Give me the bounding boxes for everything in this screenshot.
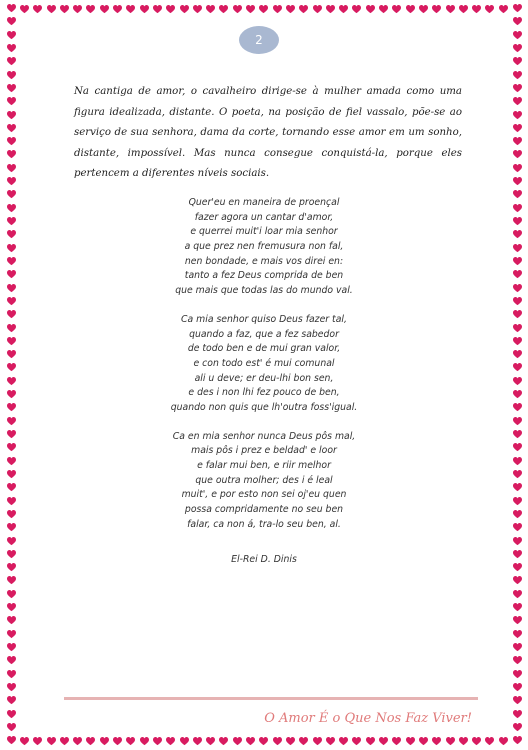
heart-icon bbox=[7, 270, 16, 279]
heart-icon bbox=[286, 5, 295, 14]
heart-icon bbox=[7, 710, 16, 719]
heart-icon bbox=[379, 737, 388, 746]
heart-icon bbox=[513, 563, 522, 572]
heart-icon bbox=[7, 443, 16, 452]
heart-icon bbox=[513, 44, 522, 53]
heart-icon bbox=[7, 244, 16, 253]
heart-icon bbox=[392, 737, 401, 746]
heart-icon bbox=[7, 4, 16, 13]
heart-icon bbox=[513, 723, 522, 732]
poem-line: e con todo est' é mui comunal bbox=[193, 357, 335, 369]
heart-icon bbox=[513, 137, 522, 146]
heart-icon bbox=[513, 217, 522, 226]
heart-icon bbox=[7, 150, 16, 159]
heart-icon bbox=[366, 737, 375, 746]
poem-stanza bbox=[130, 196, 398, 299]
heart-icon bbox=[7, 683, 16, 692]
heart-icon bbox=[7, 137, 16, 146]
heart-icon bbox=[246, 5, 255, 14]
heart-icon bbox=[513, 576, 522, 585]
heart-icon bbox=[366, 5, 375, 14]
heart-icon bbox=[513, 403, 522, 412]
heart-icon bbox=[7, 630, 16, 639]
heart-icon bbox=[513, 324, 522, 333]
heart-icon bbox=[140, 5, 149, 14]
heart-icon bbox=[513, 244, 522, 253]
heart-icon bbox=[299, 5, 308, 14]
heart-icon bbox=[7, 111, 16, 120]
poem-line: fazer agora un cantar d'amor, bbox=[194, 211, 334, 223]
heart-icon bbox=[7, 350, 16, 359]
heart-icon bbox=[7, 457, 16, 466]
heart-icon bbox=[513, 150, 522, 159]
heart-icon bbox=[7, 217, 16, 226]
heart-icon bbox=[7, 257, 16, 266]
heart-icon bbox=[513, 417, 522, 426]
heart-icon bbox=[513, 683, 522, 692]
heart-icon bbox=[419, 737, 428, 746]
poem-line: que mais que todas las do mundo val. bbox=[175, 285, 353, 297]
heart-icon bbox=[73, 737, 82, 746]
heart-icon bbox=[419, 5, 428, 14]
poem-line: possa compridamente no seu ben bbox=[184, 504, 344, 516]
heart-icon bbox=[7, 84, 16, 93]
poem-line: quando a faz, que a fez sabedor bbox=[189, 328, 339, 340]
heart-icon bbox=[7, 57, 16, 66]
heart-icon bbox=[513, 124, 522, 133]
heart-icon bbox=[7, 656, 16, 665]
heart-icon bbox=[7, 616, 16, 625]
heart-icon bbox=[472, 737, 481, 746]
heart-icon bbox=[246, 737, 255, 746]
heart-icon bbox=[513, 483, 522, 492]
heart-icon bbox=[7, 310, 16, 319]
heart-icon bbox=[513, 710, 522, 719]
heart-icon bbox=[7, 563, 16, 572]
heart-icon bbox=[406, 737, 415, 746]
heart-icon bbox=[513, 736, 522, 745]
heart-icon bbox=[513, 17, 522, 26]
heart-icon bbox=[233, 5, 242, 14]
heart-icon bbox=[7, 510, 16, 519]
heart-icon bbox=[180, 5, 189, 14]
heart-icon bbox=[7, 390, 16, 399]
heart-icon bbox=[432, 737, 441, 746]
heart-icon bbox=[513, 696, 522, 705]
poem-line: quando non quis que lh'outra foss'igual. bbox=[170, 401, 358, 413]
poem-line: e des i non lhi fez pouco de ben, bbox=[188, 387, 340, 399]
heart-icon bbox=[113, 737, 122, 746]
heart-border-bottom bbox=[20, 734, 508, 748]
heart-icon bbox=[7, 696, 16, 705]
heart-icon bbox=[7, 603, 16, 612]
poem-line: e querrei muit'i loar mia senhor bbox=[190, 226, 338, 238]
heart-icon bbox=[352, 5, 361, 14]
heart-border-right bbox=[509, 4, 525, 746]
heart-icon bbox=[140, 737, 149, 746]
heart-icon bbox=[513, 377, 522, 386]
heart-icon bbox=[513, 57, 522, 66]
heart-icon bbox=[286, 737, 295, 746]
heart-icon bbox=[379, 5, 388, 14]
heart-icon bbox=[219, 5, 228, 14]
heart-icon bbox=[166, 5, 175, 14]
page-number: 2 bbox=[255, 33, 263, 47]
heart-icon bbox=[459, 5, 468, 14]
heart-icon bbox=[7, 430, 16, 439]
heart-icon bbox=[513, 84, 522, 93]
heart-icon bbox=[233, 737, 242, 746]
intro-paragraph: Na cantiga de amor, o cavalheiro dirige-se à mulher amada como uma figura idealizada, distante. O poeta, na posição de fiel vassalo, põe-se ao serviço de sua senhora, dama da corte, tornando esse amor em um sonho, distante, impossível. Mas nunca consegue conquistá-la, porque eles pertencem a diferentes níveis sociais. bbox=[74, 86, 462, 179]
heart-icon bbox=[86, 5, 95, 14]
heart-icon bbox=[153, 737, 162, 746]
heart-icon bbox=[513, 537, 522, 546]
heart-icon bbox=[446, 737, 455, 746]
heart-icon bbox=[193, 5, 202, 14]
heart-icon bbox=[33, 5, 42, 14]
heart-icon bbox=[7, 97, 16, 106]
heart-icon bbox=[180, 737, 189, 746]
heart-icon bbox=[7, 363, 16, 372]
heart-icon bbox=[7, 736, 16, 745]
heart-icon bbox=[126, 737, 135, 746]
heart-icon bbox=[259, 737, 268, 746]
heart-icon bbox=[7, 324, 16, 333]
poem-line: Ca en mia senhor nunca Deus pôs mal, bbox=[172, 430, 356, 442]
heart-icon bbox=[7, 576, 16, 585]
heart-icon bbox=[7, 124, 16, 133]
heart-icon bbox=[339, 5, 348, 14]
heart-icon bbox=[513, 643, 522, 652]
heart-icon bbox=[7, 403, 16, 412]
poem-line: Quer'eu en maneira de proençal bbox=[188, 197, 340, 208]
heart-icon bbox=[7, 670, 16, 679]
heart-icon bbox=[513, 164, 522, 173]
heart-icon bbox=[20, 737, 29, 746]
heart-icon bbox=[513, 297, 522, 306]
footer-divider bbox=[64, 697, 478, 700]
heart-icon bbox=[7, 177, 16, 186]
heart-icon bbox=[513, 670, 522, 679]
heart-icon bbox=[513, 390, 522, 399]
heart-icon bbox=[513, 31, 522, 40]
heart-icon bbox=[513, 71, 522, 80]
poem-stanza bbox=[130, 430, 398, 533]
heart-icon bbox=[7, 230, 16, 239]
poem bbox=[130, 196, 398, 567]
heart-icon bbox=[513, 111, 522, 120]
heart-icon bbox=[206, 5, 215, 14]
heart-icon bbox=[153, 5, 162, 14]
heart-icon bbox=[513, 430, 522, 439]
heart-icon bbox=[7, 44, 16, 53]
heart-icon bbox=[7, 470, 16, 479]
heart-icon bbox=[513, 590, 522, 599]
heart-icon bbox=[513, 457, 522, 466]
heart-icon bbox=[86, 737, 95, 746]
heart-icon bbox=[7, 723, 16, 732]
heart-icon bbox=[472, 5, 481, 14]
heart-icon bbox=[513, 270, 522, 279]
poem-line: falar, ca non á, tra-lo seu ben, al. bbox=[187, 518, 341, 530]
heart-icon bbox=[7, 190, 16, 199]
heart-icon bbox=[73, 5, 82, 14]
heart-icon bbox=[193, 737, 202, 746]
heart-icon bbox=[60, 5, 69, 14]
heart-icon bbox=[273, 737, 282, 746]
footer-tagline: O Amor É o Que Nos Faz Viver! bbox=[264, 711, 472, 726]
heart-icon bbox=[513, 656, 522, 665]
heart-icon bbox=[513, 204, 522, 213]
heart-icon bbox=[352, 737, 361, 746]
heart-icon bbox=[299, 737, 308, 746]
heart-icon bbox=[47, 5, 56, 14]
heart-icon bbox=[513, 550, 522, 559]
heart-icon bbox=[7, 590, 16, 599]
heart-icon bbox=[7, 377, 16, 386]
heart-icon bbox=[513, 310, 522, 319]
poem-line: ali u deve; er deu-lhi bon sen, bbox=[194, 372, 334, 384]
heart-icon bbox=[513, 510, 522, 519]
heart-icon bbox=[273, 5, 282, 14]
heart-icon bbox=[20, 5, 29, 14]
heart-icon bbox=[513, 523, 522, 532]
heart-icon bbox=[100, 5, 109, 14]
heart-icon bbox=[33, 737, 42, 746]
heart-icon bbox=[513, 190, 522, 199]
heart-icon bbox=[326, 737, 335, 746]
heart-icon bbox=[513, 177, 522, 186]
heart-icon bbox=[7, 550, 16, 559]
heart-icon bbox=[513, 470, 522, 479]
poem-line: Ca mia senhor quiso Deus fazer tal, bbox=[181, 313, 347, 325]
heart-icon bbox=[7, 537, 16, 546]
heart-icon bbox=[513, 616, 522, 625]
heart-icon bbox=[499, 5, 508, 14]
poem-line: a que prez nen fremusura non fal, bbox=[184, 241, 344, 253]
heart-icon bbox=[513, 230, 522, 239]
heart-icon bbox=[326, 5, 335, 14]
heart-icon bbox=[7, 483, 16, 492]
poem-line: muit', e por esto non sei oj'eu quen bbox=[181, 489, 347, 501]
heart-icon bbox=[7, 497, 16, 506]
heart-icon bbox=[392, 5, 401, 14]
heart-icon bbox=[432, 5, 441, 14]
heart-icon bbox=[100, 737, 109, 746]
heart-icon bbox=[166, 737, 175, 746]
heart-icon bbox=[113, 5, 122, 14]
heart-icon bbox=[219, 737, 228, 746]
heart-icon bbox=[60, 737, 69, 746]
poem-author: El-Rei D. Dinis bbox=[231, 554, 297, 566]
heart-icon bbox=[499, 737, 508, 746]
poem-line: e falar mui ben, e riir melhor bbox=[197, 460, 331, 471]
heart-icon bbox=[7, 164, 16, 173]
heart-icon bbox=[7, 204, 16, 213]
heart-icon bbox=[339, 737, 348, 746]
heart-icon bbox=[513, 337, 522, 346]
heart-icon bbox=[513, 630, 522, 639]
heart-icon bbox=[513, 363, 522, 372]
heart-icon bbox=[126, 5, 135, 14]
heart-icon bbox=[7, 523, 16, 532]
heart-icon bbox=[513, 603, 522, 612]
heart-icon bbox=[259, 5, 268, 14]
heart-icon bbox=[513, 4, 522, 13]
heart-icon bbox=[513, 350, 522, 359]
poem-line: tanto a fez Deus comprida de ben bbox=[184, 270, 344, 282]
heart-icon bbox=[313, 5, 322, 14]
heart-icon bbox=[513, 257, 522, 266]
heart-icon bbox=[485, 5, 494, 14]
heart-icon bbox=[7, 17, 16, 26]
heart-icon bbox=[513, 497, 522, 506]
heart-icon bbox=[406, 5, 415, 14]
poem-stanza bbox=[130, 313, 398, 416]
heart-icon bbox=[513, 443, 522, 452]
heart-icon bbox=[7, 284, 16, 293]
heart-icon bbox=[446, 5, 455, 14]
heart-icon bbox=[47, 737, 56, 746]
poem-line: nen bondade, e mais vos direi en: bbox=[184, 255, 344, 267]
heart-icon bbox=[7, 297, 16, 306]
poem-line: mais pôs i prez e beldad' e loor bbox=[191, 445, 337, 457]
poem-line: de todo ben e de mui gran valor, bbox=[187, 343, 341, 355]
heart-border-left bbox=[3, 4, 19, 746]
heart-icon bbox=[459, 737, 468, 746]
heart-icon bbox=[513, 97, 522, 106]
heart-border-top bbox=[20, 2, 508, 16]
heart-icon bbox=[7, 31, 16, 40]
heart-icon bbox=[7, 337, 16, 346]
heart-icon bbox=[206, 737, 215, 746]
heart-icon bbox=[485, 737, 494, 746]
heart-icon bbox=[513, 284, 522, 293]
heart-icon bbox=[7, 71, 16, 80]
heart-icon bbox=[7, 643, 16, 652]
poem-line: que outra molher; des i é leal bbox=[195, 474, 333, 486]
page-number-badge bbox=[239, 26, 279, 54]
heart-icon bbox=[313, 737, 322, 746]
heart-icon bbox=[7, 417, 16, 426]
